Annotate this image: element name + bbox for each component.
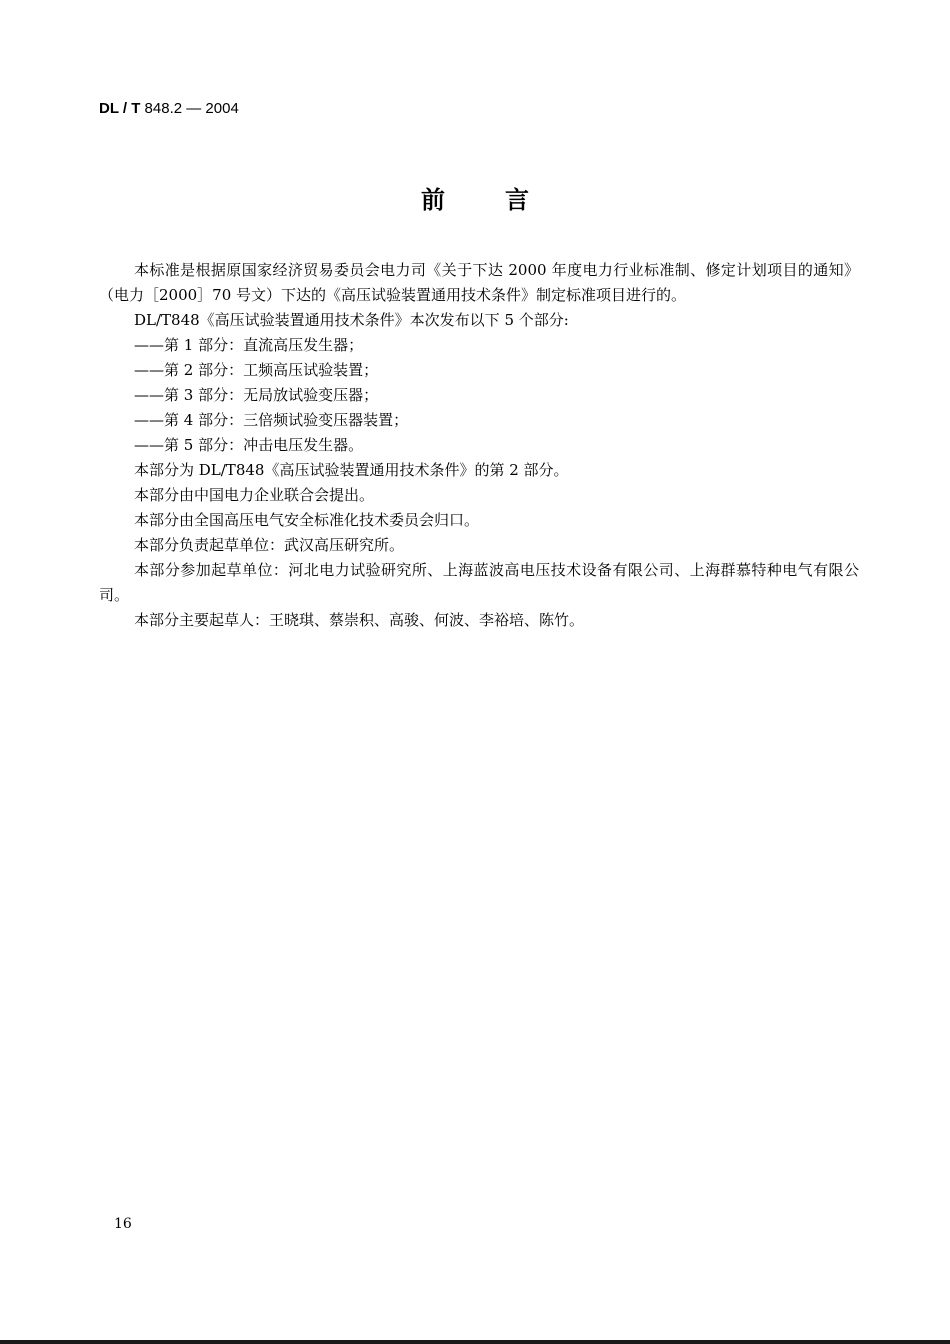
paragraph-participating-drafters: 本部分参加起草单位：河北电力试验研究所、上海蓝波高电压技术设备有限公司、上海群慕特种电气有限公司。 (99, 561, 859, 604)
page-number: 16 (114, 1216, 132, 1232)
list-item-part-4: ——第 4 部分：三倍频试验变压器装置； (134, 411, 409, 429)
list-item-part-3: ——第 3 部分：无局放试验变压器； (134, 386, 379, 404)
document-code-number: 848.2 — 2004 (140, 100, 239, 117)
document-code (99, 100, 239, 117)
paragraph-proposed-by: 本部分由中国电力企业联合会提出。 (134, 486, 375, 504)
paragraph-parts-intro: DL/T848《高压试验装置通用技术条件》本次发布以下 5 个部分: (134, 311, 569, 329)
list-item-part-5: ——第 5 部分：冲击电压发生器。 (134, 436, 364, 454)
foreword-body (99, 258, 859, 633)
page-title-char-2: 言 (505, 186, 529, 214)
paragraph-basis: 本标准是根据原国家经济贸易委员会电力司《关于下达 2000 年度电力行业标准制、修定计划项目的通知》（电力［2000］70 号文）下达的《高压试验装置通用技术条件》制定标准项目进行的。 (99, 261, 859, 304)
page-title (0, 180, 950, 215)
list-item-part-1: ——第 1 部分：直流高压发生器； (134, 336, 364, 354)
paragraph-lead-drafter: 本部分负责起草单位：武汉高压研究所。 (134, 536, 405, 554)
paragraph-main-drafters: 本部分主要起草人：王晓琪、蔡崇积、高骏、何波、李裕培、陈竹。 (134, 611, 585, 629)
list-item-part-2: ——第 2 部分：工频高压试验装置； (134, 361, 379, 379)
paragraph-this-part: 本部分为 DL/T848《高压试验装置通用技术条件》的第 2 部分。 (134, 461, 569, 479)
bottom-border (0, 1340, 950, 1344)
page-title-char-1: 前 (421, 186, 445, 214)
paragraph-centralized-by: 本部分由全国高压电气安全标准化技术委员会归口。 (134, 511, 480, 529)
document-code-prefix: DL / T (99, 100, 141, 117)
